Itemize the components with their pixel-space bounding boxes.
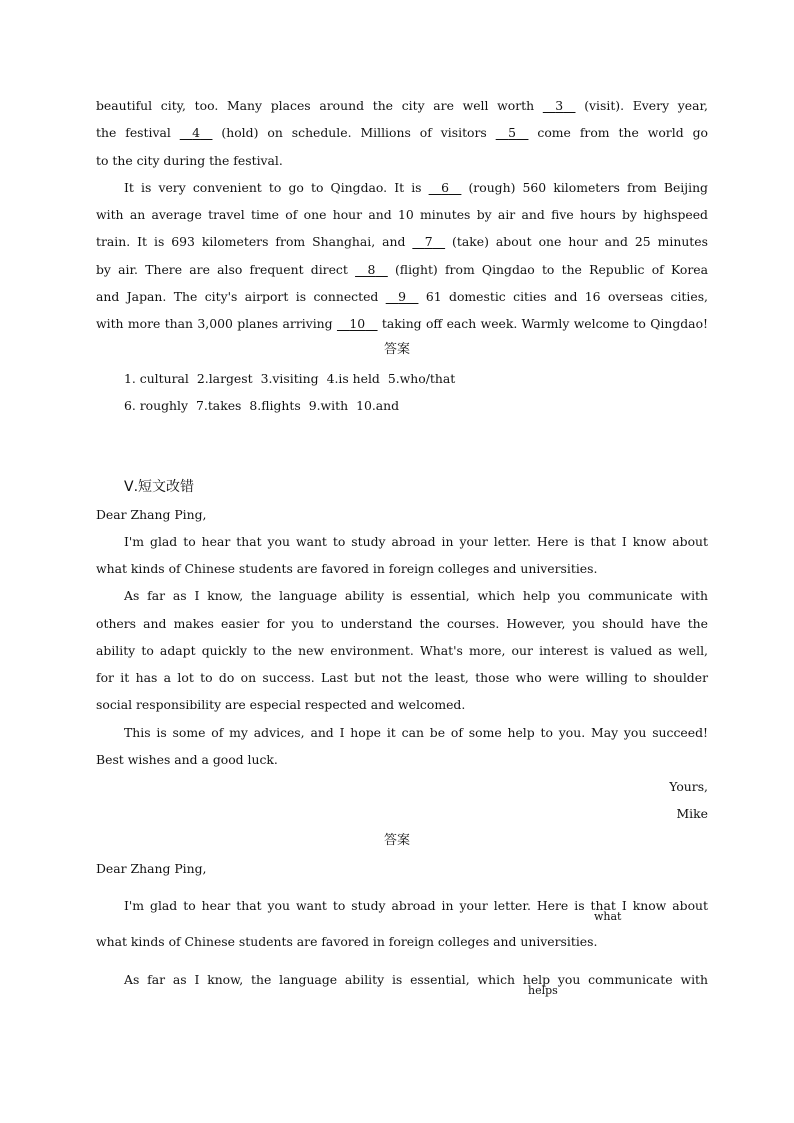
letter-line: what kinds of Chinese students are favored in foreign colleges and universities.	[96, 561, 598, 576]
corrected-line: what kinds of Chinese students are favored in foreign colleges and universities.	[96, 934, 598, 949]
letter-line: This is some of my advices, and I hope it can be of some help to you. May you succeed!	[124, 725, 708, 740]
correction-mark: helps	[528, 984, 558, 997]
letter-line: I'm glad to hear that you want to study abroad in your letter. Here is that I know about	[124, 534, 708, 549]
corrected-line: I'm glad to hear that you want to study abroad in your letter. Here is that I know about	[124, 898, 708, 913]
answer-heading: 答案	[383, 833, 410, 848]
letter-line: for it has a lot to do on success. Last but not the least, those who were willing to shoulder	[96, 670, 708, 685]
letter-line: social responsibility are especial respected and welcomed.	[96, 697, 466, 712]
correction-mark: what	[594, 910, 622, 923]
blank-7: __7__	[412, 234, 446, 249]
letter-line: others and makes easier for you to understand the courses. However, you should have the	[96, 616, 708, 631]
passage-line: the festival __4__ (hold) on schedule. Millions of visitors __5__ come from the world go	[96, 125, 708, 140]
passage-line: by air. There are also frequent direct __8__ (flight) from Qingdao to the Republic of Korea	[96, 262, 708, 277]
passage-line: beautiful city, too. Many places around the city are well worth __3__ (visit). Every year,	[96, 98, 708, 113]
answer-row: 6. roughly 7.takes 8.flights 9.with 10.and	[124, 398, 400, 413]
passage-line: with an average travel time of one hour and 10 minutes by air and five hours by highspeed	[96, 207, 708, 222]
letter-closing: Yours,	[669, 779, 708, 794]
passage-line: and Japan. The city's airport is connected __9__ 61 domestic cities and 16 overseas cities,	[96, 289, 708, 304]
corrected-line: As far as I know, the language ability is essential, which help you communicate with	[124, 972, 708, 987]
passage-line: to the city during the festival.	[96, 153, 283, 168]
section-title: Ⅴ.短文改错	[124, 479, 195, 495]
blank-8: __8__	[355, 262, 388, 277]
letter-greeting: Dear Zhang Ping,	[96, 507, 207, 522]
answer-heading: 答案	[383, 342, 410, 357]
letter-line: As far as I know, the language ability is essential, which help you communicate with	[124, 588, 708, 603]
letter-signature: Mike	[676, 806, 708, 821]
corrected-greeting: Dear Zhang Ping,	[96, 861, 207, 876]
letter-line: Best wishes and a good luck.	[96, 752, 278, 767]
blank-10: __10__	[336, 316, 378, 331]
passage-line: with more than 3,000 planes arriving __10__ taking off each week. Warmly welcome to Qingdao!	[96, 316, 709, 331]
letter-line: ability to adapt quickly to the new environment. What's more, our interest is valued as well,	[96, 643, 708, 658]
blank-3: __3__	[542, 98, 576, 113]
blank-4: __4__	[179, 125, 213, 140]
answer-row: 1. cultural 2.largest 3.visiting 4.is held 5.who/that	[124, 371, 456, 386]
blank-9: __9__	[385, 289, 419, 304]
passage-line: train. It is 693 kilometers from Shanghai, and __7__ (take) about one hour and 25 minutes	[96, 234, 708, 249]
passage-line: It is very convenient to go to Qingdao. It is __6__ (rough) 560 kilometers from Beijing	[124, 180, 708, 195]
blank-5: __5__	[495, 125, 529, 140]
blank-6: __6__	[428, 180, 462, 195]
